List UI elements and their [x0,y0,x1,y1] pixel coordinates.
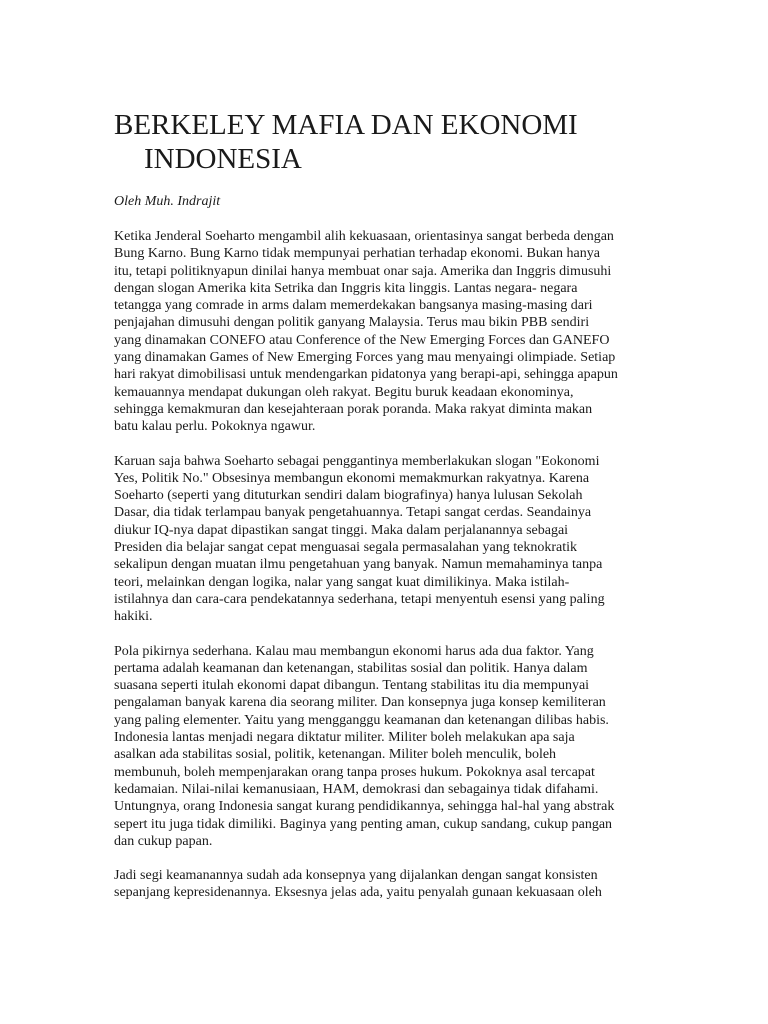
text-line: Indonesia lantas menjadi negara diktatur militer. Militer boleh melakukan apa saja [114,730,575,746]
text-line: Presiden dia belajar sangat cepat menguasai segala permasalahan yang teknokratik [114,540,577,556]
text-line: sekalipun dengan muatan ilmu pengetahuan yang banyak. Namun memahaminya tanpa [114,557,603,573]
text-line: Dasar, dia tidak terlampau banyak pengetahuannya. Tetapi sangat cerdas. Seandainya [114,505,592,521]
text-line: kemauannya mendapat dukungan oleh rakyat. Begitu buruk keadaan ekonominya, [114,384,574,400]
text-line: pertama adalah keamanan dan ketenangan, stabilitas sosial dan politik. Hanya dalam [114,660,588,676]
document-page [114,108,646,902]
text-line: batu kalau perlu. Pokoknya ngawur. [114,419,316,435]
text-line: Soeharto (seperti yang dituturkan sendiri dalam biografinya) hanya lulusan Sekolah [114,488,583,504]
text-line: suasana seperti itulah ekonomi dapat dibangun. Tentang stabilitas itu dia mempunyai [114,678,590,694]
text-line: Bung Karno. Bung Karno tidak mempunyai perhatian terhadap ekonomi. Bukan hanya [114,246,600,262]
text-line: Untungnya, orang Indonesia sangat kurang pendidikannya, sehingga hal-hal yang abstrak [114,799,615,815]
text-line: sepanjang kepresidenannya. Eksesnya jelas ada, yaitu penyalah gunaan kekuasaan oleh [114,885,602,901]
paragraph-1 [114,228,646,436]
title-line-1: BERKELEY MAFIA DAN EKONOMI [114,109,578,141]
text-line: penjajahan dimusuhi dengan politik ganyang Malaysia. Terus mau bikin PBB sendiri [114,315,590,331]
text-line: Ketika Jenderal Soeharto mengambil alih kekuasaan, orientasinya sangat berbeda dengan [114,229,614,244]
text-line: itu, tetapi politiknyapun dinilai hanya membuat onar saja. Amerika dan Inggris dimusuhi [114,263,612,279]
text-line: dan cukup papan. [114,833,213,849]
text-line: membunuh, boleh mempenjarakan orang tanpa proses hukum. Pokoknya asal tercapat [114,764,595,780]
text-line: hari rakyat dimobilisasi untuk mendengarkan pidatonya yang berapi-api, sehingga apapun [114,367,618,383]
document-title [114,108,646,176]
text-line: teori, melainkan dengan logika, nalar yang sangat kuat dimilikinya. Maka istilah- [114,574,570,590]
text-line: dengan slogan Amerika kita Setrika dan Inggris kita linggis. Lantas negara- negara [114,280,578,296]
text-line: diukur IQ-nya dapat dipastikan sangat tinggi. Maka dalam perjalanannya sebagai [114,522,569,538]
text-line: istilahnya dan cara-cara pendekatannya sederhana, tetapi menyentuh esensi yang paling [114,591,605,607]
text-line: Jadi segi keamanannya sudah ada konsepnya yang dijalankan dengan sangat konsisten [114,868,598,884]
text-line: kedamaian. Nilai-nilai kemanusiaan, HAM, demokrasi dan sebagainya tidak difahami. [114,781,599,797]
text-line: yang paling elementer. Yaitu yang mengganggu keamanan dan ketenangan dilibas habis. [114,712,609,728]
text-line: sepert itu juga tidak dimiliki. Baginya yang penting aman, cukup sandang, cukup pangan [114,816,613,832]
text-line: tetangga yang comrade in arms dalam memerdekakan bangsanya masing-masing dari [114,298,593,314]
text-line: yang dinamakan CONEFO atau Conference of the New Emerging Forces dan GANEFO [114,332,610,348]
text-line: Pola pikirnya sederhana. Kalau mau membangun ekonomi harus ada dua faktor. Yang [114,643,594,659]
text-line: Yes, Politik No." Obsesinya membangun ekonomi memakmurkan rakyatnya. Karena [114,470,590,486]
text-line: yang dinamakan Games of New Emerging Forces yang mau menyaingi olimpiade. Setiap [114,350,616,366]
author-byline: Oleh Muh. Indrajit [114,194,221,209]
text-line: sehingga kemakmuran dan kesejahteraan porak poranda. Maka rakyat diminta makan [114,401,593,417]
text-line: hakiki. [114,609,153,625]
paragraph-4 [114,867,646,902]
paragraph-2 [114,453,646,626]
text-line: asalkan ada stabilitas sosial, politik, ketenangan. Militer boleh menculik, boleh [114,747,557,763]
article-body [114,228,646,902]
paragraph-3 [114,643,646,851]
text-line: Karuan saja bahwa Soeharto sebagai penggantinya memberlakukan slogan "Eokonomi [114,453,600,469]
text-line: pengalaman banyak karena dia seorang militer. Dan konsepnya juga konsep kemiliteran [114,695,606,711]
title-line-2: INDONESIA [144,143,302,175]
